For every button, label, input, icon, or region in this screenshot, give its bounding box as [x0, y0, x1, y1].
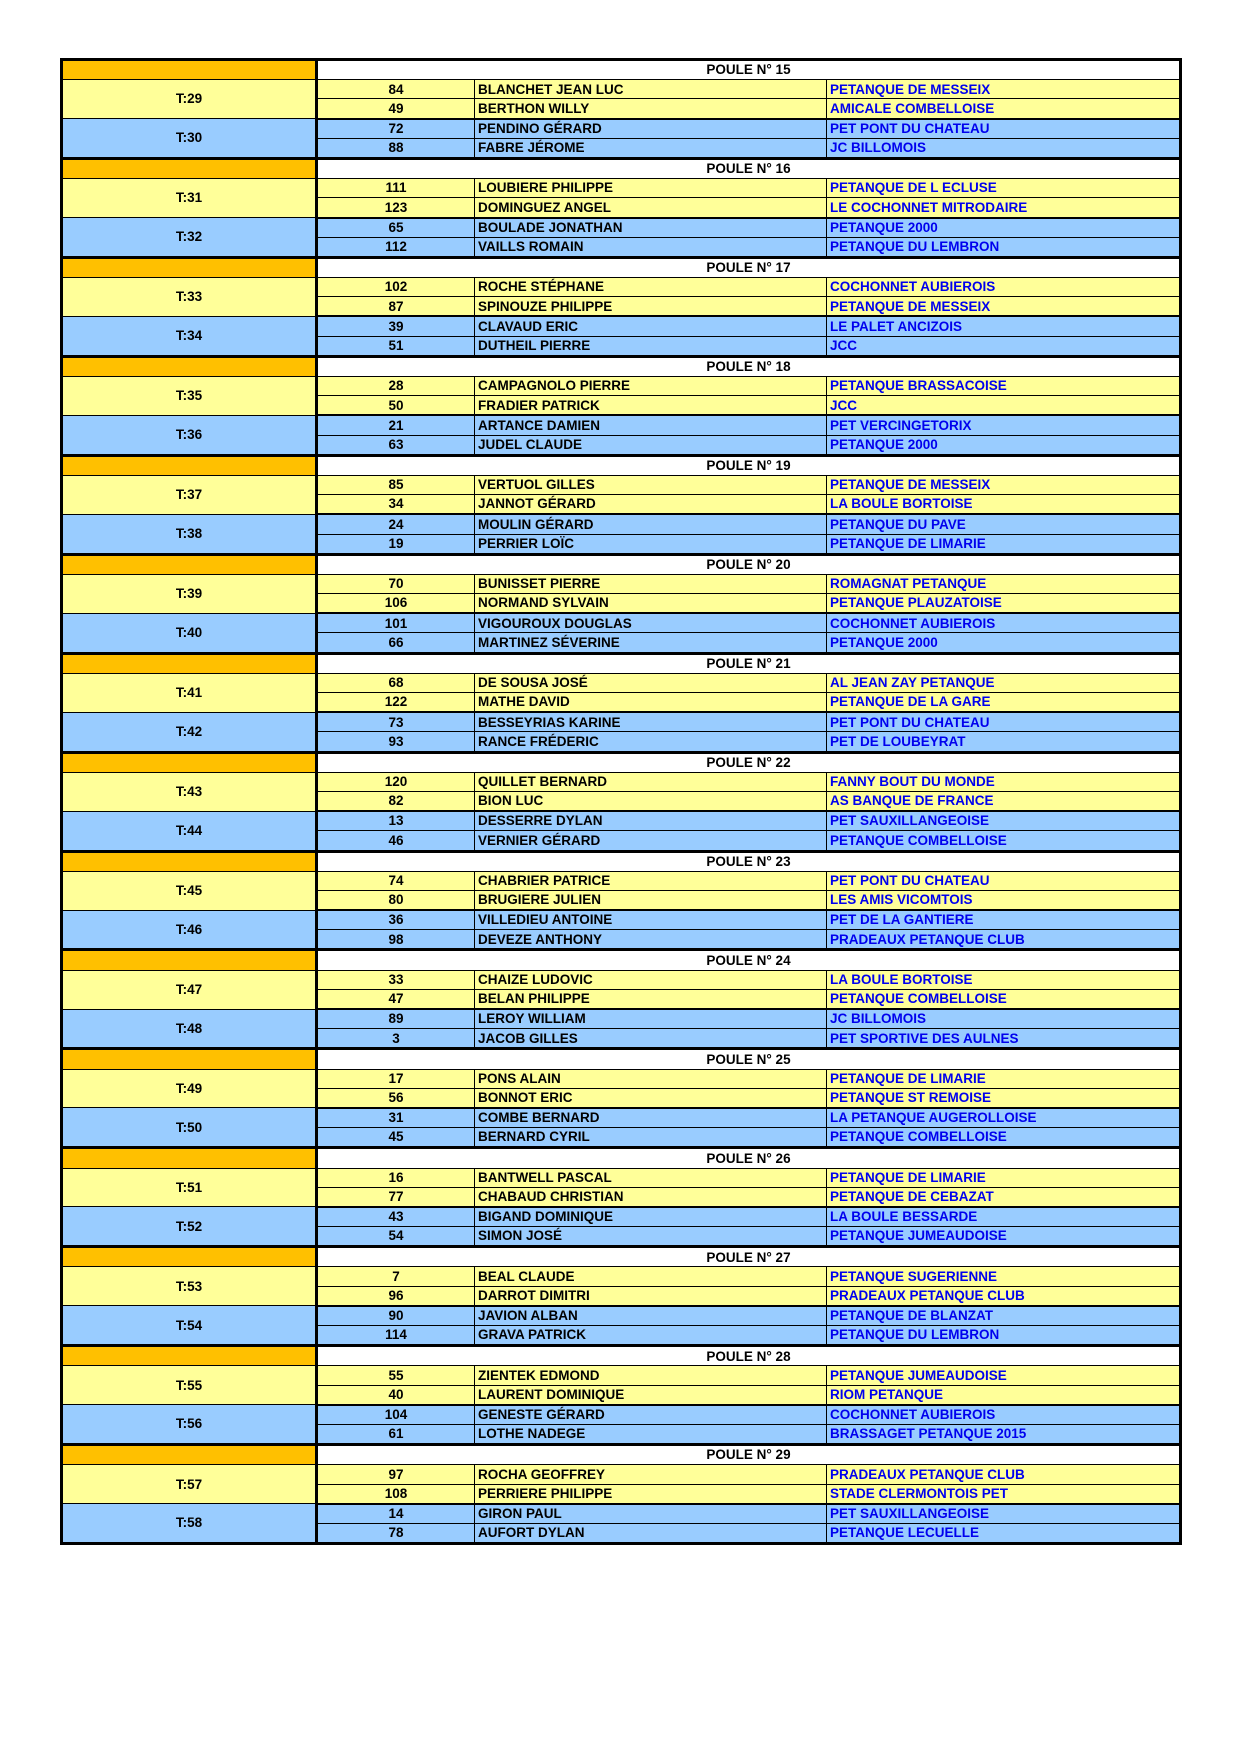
player-name: CHAIZE LUDOVIC [475, 970, 827, 989]
poule-header-marker [62, 950, 317, 970]
player-name: BERNARD CYRIL [475, 1128, 827, 1148]
club-name: RIOM PETANQUE [827, 1385, 1181, 1405]
poule-header-marker [62, 1346, 317, 1366]
club-name: PETANQUE COMBELLOISE [827, 1128, 1181, 1148]
player-name: CHABRIER PATRICE [475, 871, 827, 890]
player-row [62, 1366, 1181, 1385]
club-name: AMICALE COMBELLOISE [827, 99, 1181, 119]
player-name: LOUBIERE PHILIPPE [475, 179, 827, 198]
player-row [62, 377, 1181, 396]
poule-header-marker [62, 455, 317, 475]
player-row [62, 218, 1181, 238]
club-name: ROMAGNAT PETANQUE [827, 574, 1181, 593]
club-name: BRASSAGET PETANQUE 2015 [827, 1424, 1181, 1444]
player-name: NORMAND SYLVAIN [475, 594, 827, 614]
player-number: 85 [317, 475, 475, 494]
player-number: 56 [317, 1088, 475, 1108]
player-name: BUNISSET PIERRE [475, 574, 827, 593]
player-name: DARROT DIMITRI [475, 1286, 827, 1306]
player-number: 46 [317, 831, 475, 851]
player-row [62, 179, 1181, 198]
club-name: PETANQUE LECUELLE [827, 1523, 1181, 1543]
club-name: PETANQUE DU LEMBRON [827, 1326, 1181, 1346]
club-name: PETANQUE DU PAVE [827, 514, 1181, 534]
player-number: 54 [317, 1227, 475, 1247]
player-name: CLAVAUD ERIC [475, 316, 827, 336]
poule-header-marker [62, 1049, 317, 1069]
table-number: T:46 [62, 910, 317, 950]
poule-header-marker [62, 1445, 317, 1465]
player-number: 16 [317, 1168, 475, 1187]
club-name: PET SPORTIVE DES AULNES [827, 1029, 1181, 1049]
poule-header-marker [62, 257, 317, 277]
player-name: GENESTE GÉRARD [475, 1405, 827, 1425]
player-name: SIMON JOSÉ [475, 1227, 827, 1247]
player-name: RANCE FRÉDERIC [475, 732, 827, 752]
club-name: PETANQUE DE L ECLUSE [827, 179, 1181, 198]
club-name: PET SAUXILLANGEOISE [827, 811, 1181, 831]
poule-title: POULE N° 21 [317, 653, 1181, 673]
player-number: 45 [317, 1128, 475, 1148]
poule-title: POULE N° 20 [317, 554, 1181, 574]
player-name: JAVION ALBAN [475, 1306, 827, 1326]
player-number: 43 [317, 1207, 475, 1227]
poule-header-marker [62, 158, 317, 178]
player-name: MARTINEZ SÉVERINE [475, 633, 827, 653]
player-name: LEROY WILLIAM [475, 1009, 827, 1029]
player-number: 120 [317, 772, 475, 791]
player-name: BEAL CLAUDE [475, 1267, 827, 1286]
club-name: LA BOULE BORTOISE [827, 970, 1181, 989]
player-row [62, 1207, 1181, 1227]
poule-header-row [62, 158, 1181, 178]
player-name: BLANCHET JEAN LUC [475, 80, 827, 99]
player-name: BANTWELL PASCAL [475, 1168, 827, 1187]
player-number: 93 [317, 732, 475, 752]
poule-header-row [62, 851, 1181, 871]
player-number: 104 [317, 1405, 475, 1425]
player-row [62, 673, 1181, 692]
player-number: 73 [317, 712, 475, 732]
poule-header-marker [62, 356, 317, 376]
player-name: GRAVA PATRICK [475, 1326, 827, 1346]
player-name: SPINOUZE PHILIPPE [475, 297, 827, 317]
club-name: PETANQUE JUMEAUDOISE [827, 1366, 1181, 1385]
table-number: T:55 [62, 1366, 317, 1405]
club-name: PRADEAUX PETANQUE CLUB [827, 1465, 1181, 1484]
club-name: STADE CLERMONTOIS PET [827, 1484, 1181, 1504]
player-row [62, 119, 1181, 139]
club-name: JCC [827, 396, 1181, 416]
player-number: 98 [317, 930, 475, 950]
player-row [62, 475, 1181, 494]
poule-title: POULE N° 23 [317, 851, 1181, 871]
player-name: ROCHE STÉPHANE [475, 278, 827, 297]
club-name: PETANQUE SUGERIENNE [827, 1267, 1181, 1286]
club-name: PETANQUE BRASSACOISE [827, 377, 1181, 396]
player-number: 106 [317, 594, 475, 614]
player-number: 51 [317, 336, 475, 356]
player-number: 31 [317, 1108, 475, 1128]
player-name: BION LUC [475, 791, 827, 811]
player-name: BRUGIERE JULIEN [475, 890, 827, 910]
player-row [62, 1108, 1181, 1128]
player-name: ARTANCE DAMIEN [475, 415, 827, 435]
club-name: PETANQUE 2000 [827, 435, 1181, 455]
club-name: PETANQUE DE LIMARIE [827, 534, 1181, 554]
poule-title: POULE N° 27 [317, 1247, 1181, 1267]
club-name: PETANQUE DE CEBAZAT [827, 1187, 1181, 1207]
player-number: 123 [317, 198, 475, 218]
table-number: T:35 [62, 377, 317, 416]
club-name: LA BOULE BORTOISE [827, 495, 1181, 515]
table-number: T:41 [62, 673, 317, 712]
player-row [62, 1267, 1181, 1286]
player-number: 13 [317, 811, 475, 831]
club-name: LE PALET ANCIZOIS [827, 316, 1181, 336]
player-number: 39 [317, 316, 475, 336]
player-name: PERRIER LOÏC [475, 534, 827, 554]
player-number: 65 [317, 218, 475, 238]
table-number: T:29 [62, 80, 317, 119]
player-number: 101 [317, 613, 475, 633]
poule-header-row [62, 1445, 1181, 1465]
player-number: 17 [317, 1069, 475, 1088]
table-number: T:47 [62, 970, 317, 1009]
club-name: PET SAUXILLANGEOISE [827, 1504, 1181, 1524]
poule-header-marker [62, 1247, 317, 1267]
table-number: T:50 [62, 1108, 317, 1148]
poule-title: POULE N° 25 [317, 1049, 1181, 1069]
player-name: VAILLS ROMAIN [475, 237, 827, 257]
player-row [62, 613, 1181, 633]
poule-header-row [62, 1148, 1181, 1168]
poule-header-row [62, 950, 1181, 970]
table-number: T:52 [62, 1207, 317, 1247]
player-row [62, 514, 1181, 534]
player-number: 82 [317, 791, 475, 811]
player-number: 112 [317, 237, 475, 257]
club-name: PETANQUE ST REMOISE [827, 1088, 1181, 1108]
player-number: 36 [317, 910, 475, 930]
player-name: BELAN PHILIPPE [475, 989, 827, 1009]
club-name: FANNY BOUT DU MONDE [827, 772, 1181, 791]
poule-schedule-table [60, 58, 1182, 1545]
player-name: JACOB GILLES [475, 1029, 827, 1049]
player-row [62, 278, 1181, 297]
player-name: MOULIN GÉRARD [475, 514, 827, 534]
player-row [62, 1168, 1181, 1187]
poule-header-row [62, 653, 1181, 673]
poule-header-marker [62, 851, 317, 871]
player-number: 111 [317, 179, 475, 198]
player-name: MATHE DAVID [475, 693, 827, 713]
club-name: COCHONNET AUBIEROIS [827, 1405, 1181, 1425]
club-name: PET VERCINGETORIX [827, 415, 1181, 435]
player-name: VERTUOL GILLES [475, 475, 827, 494]
player-number: 19 [317, 534, 475, 554]
player-row [62, 811, 1181, 831]
club-name: COCHONNET AUBIEROIS [827, 278, 1181, 297]
club-name: PETANQUE DE MESSEIX [827, 297, 1181, 317]
player-number: 28 [317, 377, 475, 396]
player-number: 50 [317, 396, 475, 416]
player-row [62, 574, 1181, 593]
table-number: T:40 [62, 613, 317, 653]
player-number: 70 [317, 574, 475, 593]
player-row [62, 316, 1181, 336]
player-name: FRADIER PATRICK [475, 396, 827, 416]
poule-title: POULE N° 18 [317, 356, 1181, 376]
table-number: T:44 [62, 811, 317, 851]
player-row [62, 1069, 1181, 1088]
player-name: VIGOUROUX DOUGLAS [475, 613, 827, 633]
player-row [62, 1009, 1181, 1029]
poule-header-row [62, 554, 1181, 574]
poule-header-marker [62, 1148, 317, 1168]
table-number: T:51 [62, 1168, 317, 1207]
player-number: 21 [317, 415, 475, 435]
player-number: 66 [317, 633, 475, 653]
player-number: 68 [317, 673, 475, 692]
poule-header-row [62, 257, 1181, 277]
club-name: PETANQUE PLAUZATOISE [827, 594, 1181, 614]
player-row [62, 970, 1181, 989]
player-name: FABRE JÉROME [475, 138, 827, 158]
poule-title: POULE N° 16 [317, 158, 1181, 178]
poule-title: POULE N° 29 [317, 1445, 1181, 1465]
club-name: COCHONNET AUBIEROIS [827, 613, 1181, 633]
poule-header-marker [62, 60, 317, 80]
club-name: PETANQUE DE MESSEIX [827, 80, 1181, 99]
club-name: PETANQUE DE LA GARE [827, 693, 1181, 713]
player-number: 90 [317, 1306, 475, 1326]
table-number: T:30 [62, 119, 317, 159]
player-number: 87 [317, 297, 475, 317]
club-name: PETANQUE DU LEMBRON [827, 237, 1181, 257]
table-number: T:45 [62, 871, 317, 910]
player-name: DE SOUSA JOSÉ [475, 673, 827, 692]
player-row [62, 772, 1181, 791]
player-name: BONNOT ERIC [475, 1088, 827, 1108]
player-number: 47 [317, 989, 475, 1009]
player-number: 61 [317, 1424, 475, 1444]
poule-header-row [62, 1049, 1181, 1069]
player-number: 72 [317, 119, 475, 139]
poule-title: POULE N° 19 [317, 455, 1181, 475]
player-number: 114 [317, 1326, 475, 1346]
club-name: PETANQUE DE LIMARIE [827, 1069, 1181, 1088]
player-number: 7 [317, 1267, 475, 1286]
player-name: DEVEZE ANTHONY [475, 930, 827, 950]
table-number: T:57 [62, 1465, 317, 1504]
club-name: PETANQUE JUMEAUDOISE [827, 1227, 1181, 1247]
poule-header-marker [62, 653, 317, 673]
player-name: PERRIERE PHILIPPE [475, 1484, 827, 1504]
player-row [62, 415, 1181, 435]
player-name: AUFORT DYLAN [475, 1523, 827, 1543]
player-number: 14 [317, 1504, 475, 1524]
club-name: PET PONT DU CHATEAU [827, 119, 1181, 139]
player-name: CAMPAGNOLO PIERRE [475, 377, 827, 396]
club-name: AS BANQUE DE FRANCE [827, 791, 1181, 811]
player-number: 77 [317, 1187, 475, 1207]
player-number: 63 [317, 435, 475, 455]
player-number: 24 [317, 514, 475, 534]
player-name: QUILLET BERNARD [475, 772, 827, 791]
poule-header-row [62, 1247, 1181, 1267]
table-number: T:38 [62, 514, 317, 554]
player-row [62, 80, 1181, 99]
poule-header-marker [62, 554, 317, 574]
player-row [62, 1405, 1181, 1425]
poule-title: POULE N° 15 [317, 60, 1181, 80]
poule-header-row [62, 356, 1181, 376]
player-name: VERNIER GÉRARD [475, 831, 827, 851]
poule-title: POULE N° 24 [317, 950, 1181, 970]
player-row [62, 1306, 1181, 1326]
club-name: PET PONT DU CHATEAU [827, 712, 1181, 732]
poule-header-marker [62, 752, 317, 772]
player-name: BIGAND DOMINIQUE [475, 1207, 827, 1227]
player-name: BOULADE JONATHAN [475, 218, 827, 238]
table-number: T:49 [62, 1069, 317, 1108]
table-number: T:54 [62, 1306, 317, 1346]
table-number: T:53 [62, 1267, 317, 1306]
player-name: JUDEL CLAUDE [475, 435, 827, 455]
table-number: T:37 [62, 475, 317, 514]
player-name: LAURENT DOMINIQUE [475, 1385, 827, 1405]
club-name: PETANQUE 2000 [827, 218, 1181, 238]
club-name: JC BILLOMOIS [827, 1009, 1181, 1029]
player-name: BESSEYRIAS KARINE [475, 712, 827, 732]
player-name: LOTHE NADEGE [475, 1424, 827, 1444]
poule-header-row [62, 1346, 1181, 1366]
player-name: CHABAUD CHRISTIAN [475, 1187, 827, 1207]
player-number: 96 [317, 1286, 475, 1306]
player-name: PENDINO GÉRARD [475, 119, 827, 139]
club-name: PETANQUE DE BLANZAT [827, 1306, 1181, 1326]
club-name: LA PETANQUE AUGEROLLOISE [827, 1108, 1181, 1128]
player-number: 78 [317, 1523, 475, 1543]
table-number: T:48 [62, 1009, 317, 1049]
player-row [62, 1465, 1181, 1484]
table-number: T:33 [62, 278, 317, 317]
club-name: JC BILLOMOIS [827, 138, 1181, 158]
player-row [62, 871, 1181, 890]
table-number: T:43 [62, 772, 317, 811]
poule-header-row [62, 455, 1181, 475]
player-number: 97 [317, 1465, 475, 1484]
club-name: PETANQUE COMBELLOISE [827, 989, 1181, 1009]
poule-title: POULE N° 28 [317, 1346, 1181, 1366]
player-number: 89 [317, 1009, 475, 1029]
table-number: T:32 [62, 218, 317, 258]
club-name: PETANQUE 2000 [827, 633, 1181, 653]
player-name: ROCHA GEOFFREY [475, 1465, 827, 1484]
table-number: T:42 [62, 712, 317, 752]
table-number: T:36 [62, 415, 317, 455]
poule-title: POULE N° 17 [317, 257, 1181, 277]
player-row [62, 1504, 1181, 1524]
player-name: ZIENTEK EDMOND [475, 1366, 827, 1385]
club-name: AL JEAN ZAY PETANQUE [827, 673, 1181, 692]
player-number: 40 [317, 1385, 475, 1405]
player-name: BERTHON WILLY [475, 99, 827, 119]
table-number: T:34 [62, 316, 317, 356]
player-name: VILLEDIEU ANTOINE [475, 910, 827, 930]
player-number: 74 [317, 871, 475, 890]
poule-title: POULE N° 22 [317, 752, 1181, 772]
club-name: LES AMIS VICOMTOIS [827, 890, 1181, 910]
player-number: 122 [317, 693, 475, 713]
player-number: 102 [317, 278, 475, 297]
player-number: 80 [317, 890, 475, 910]
player-number: 3 [317, 1029, 475, 1049]
poule-header-row [62, 752, 1181, 772]
player-name: DOMINGUEZ ANGEL [475, 198, 827, 218]
player-number: 33 [317, 970, 475, 989]
player-name: DUTHEIL PIERRE [475, 336, 827, 356]
schedule-body [62, 60, 1181, 1544]
player-name: COMBE BERNARD [475, 1108, 827, 1128]
table-number: T:31 [62, 179, 317, 218]
club-name: PRADEAUX PETANQUE CLUB [827, 1286, 1181, 1306]
player-number: 84 [317, 80, 475, 99]
table-number: T:39 [62, 574, 317, 613]
club-name: LE COCHONNET MITRODAIRE [827, 198, 1181, 218]
club-name: PET DE LOUBEYRAT [827, 732, 1181, 752]
player-name: GIRON PAUL [475, 1504, 827, 1524]
poule-header-row [62, 60, 1181, 80]
player-number: 108 [317, 1484, 475, 1504]
player-name: PONS ALAIN [475, 1069, 827, 1088]
poule-title: POULE N° 26 [317, 1148, 1181, 1168]
player-row [62, 910, 1181, 930]
club-name: PETANQUE COMBELLOISE [827, 831, 1181, 851]
club-name: PET DE LA GANTIERE [827, 910, 1181, 930]
club-name: PETANQUE DE LIMARIE [827, 1168, 1181, 1187]
club-name: PET PONT DU CHATEAU [827, 871, 1181, 890]
table-number: T:58 [62, 1504, 317, 1544]
player-row [62, 712, 1181, 732]
player-name: JANNOT GÉRARD [475, 495, 827, 515]
club-name: LA BOULE BESSARDE [827, 1207, 1181, 1227]
player-number: 49 [317, 99, 475, 119]
table-number: T:56 [62, 1405, 317, 1445]
player-name: DESSERRE DYLAN [475, 811, 827, 831]
club-name: JCC [827, 336, 1181, 356]
club-name: PETANQUE DE MESSEIX [827, 475, 1181, 494]
player-number: 34 [317, 495, 475, 515]
player-number: 55 [317, 1366, 475, 1385]
club-name: PRADEAUX PETANQUE CLUB [827, 930, 1181, 950]
player-number: 88 [317, 138, 475, 158]
